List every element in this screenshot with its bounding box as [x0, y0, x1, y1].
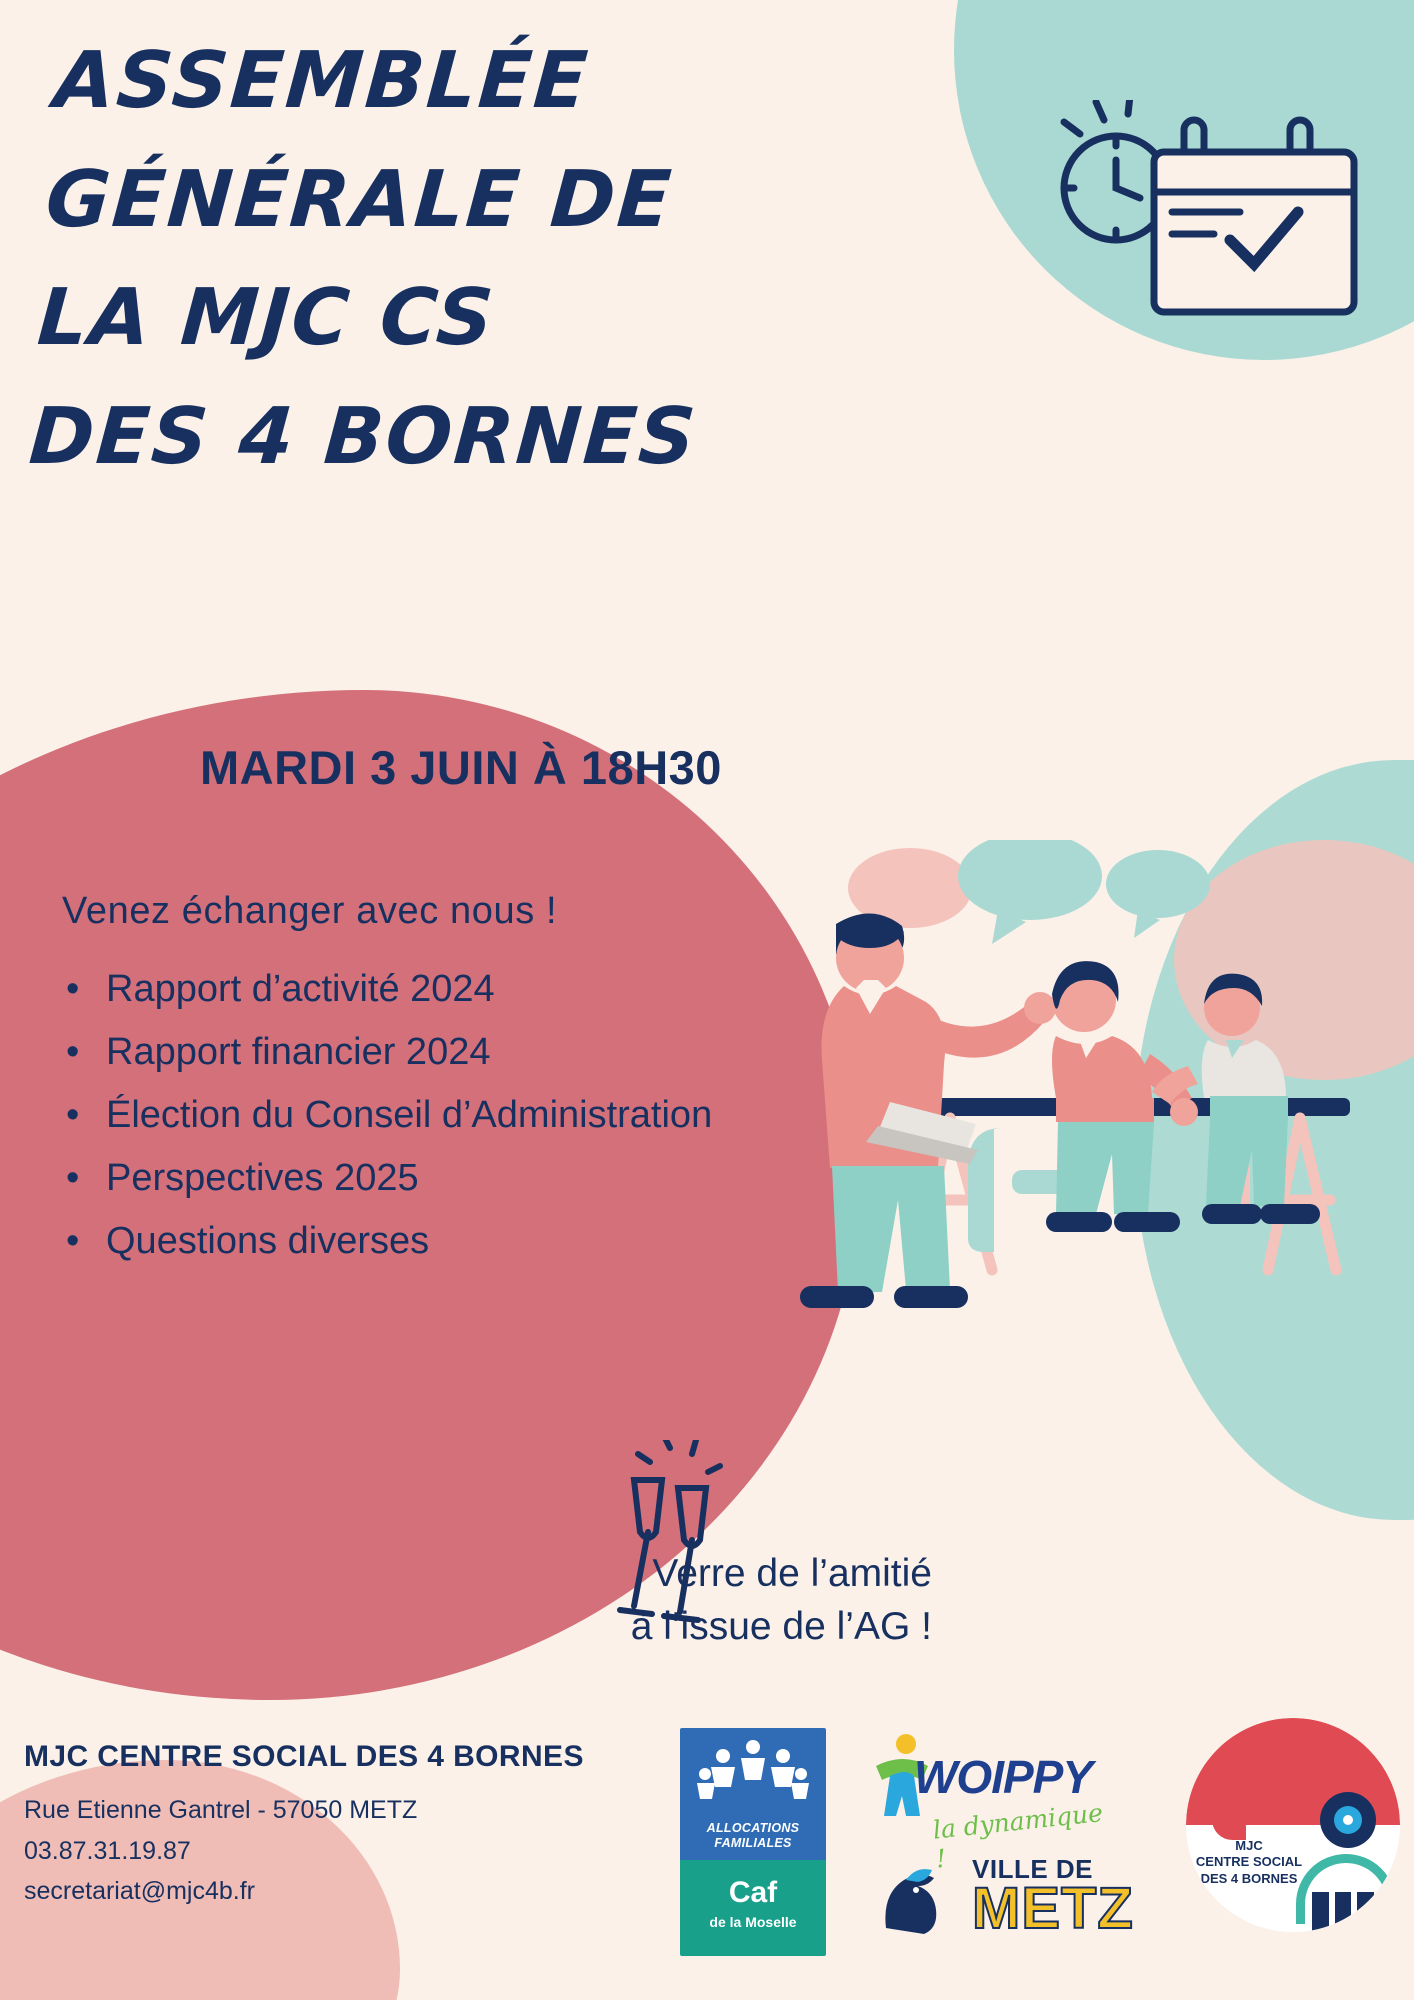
- drink-line-2: à l’issue de l’AG !: [630, 1604, 932, 1648]
- mjc-text-block: [1194, 1838, 1304, 1887]
- list-item: • Perspectives 2025: [96, 1149, 716, 1208]
- event-date: MARDI 3 JUIN À 18H30: [200, 741, 722, 794]
- mjc-logo: [1186, 1718, 1400, 1932]
- footer-contact: [24, 1740, 584, 1912]
- title-line-3: LA MJC CS: [34, 273, 498, 364]
- mjc-bars-icon: [1312, 1892, 1374, 1932]
- friendship-drink-text: [462, 1548, 932, 1653]
- mjc-line-3: DES 4 BORNES: [1200, 1870, 1298, 1886]
- metz-logo: [876, 1850, 1136, 1960]
- woippy-name: WOIPPY: [914, 1751, 1093, 1803]
- agenda-list: [96, 960, 716, 1274]
- page-title: [25, 22, 938, 496]
- caf-line-2: FAMILIALES: [714, 1836, 792, 1851]
- metz-line-2: METZ: [972, 1876, 1134, 1941]
- intro-text: Venez échanger avec nous !: [62, 890, 558, 932]
- mjc-eye-icon: [1320, 1792, 1376, 1848]
- mjc-line-1: MJC: [1235, 1838, 1263, 1853]
- list-item: • Élection du Conseil d’Administration: [96, 1086, 716, 1145]
- caf-name: Caf: [728, 1876, 778, 1909]
- list-item: • Questions diverses: [96, 1212, 716, 1271]
- email-line: secretariat@mjc4b.fr: [24, 1877, 255, 1905]
- phone-line: 03.87.31.19.87: [24, 1836, 191, 1865]
- drink-line-1: Verre de l’amitié: [652, 1552, 932, 1595]
- meeting-illustration: [740, 840, 1360, 1400]
- organization-name: MJC CENTRE SOCIAL DES 4 BORNES: [24, 1740, 584, 1773]
- title-line-2: GÉNÉRALE DE: [43, 154, 676, 245]
- address-line: Rue Etienne Gantrel - 57050 METZ: [24, 1796, 418, 1824]
- caf-sub: de la Moselle: [709, 1914, 797, 1930]
- caf-logo: [680, 1728, 826, 1956]
- title-line-1: ASSEMBLÉE: [51, 36, 593, 126]
- list-item: • Rapport financier 2024: [96, 1023, 716, 1082]
- metz-line-1: VILLE DE: [972, 1854, 1094, 1884]
- list-item: • Rapport d’activité 2024: [96, 960, 716, 1019]
- calendar-clock-icon: [1044, 100, 1374, 360]
- woippy-tagline: la dynamique !: [931, 1798, 1105, 1874]
- caf-line-1: ALLOCATIONS: [706, 1820, 800, 1835]
- caf-figures-icon: [680, 1738, 826, 1803]
- title-line-4: DES 4 BORNES: [26, 391, 701, 482]
- partner-logos: [680, 1718, 1400, 1988]
- metz-dragon-icon: [876, 1850, 962, 1942]
- mjc-line-2: CENTRE SOCIAL: [1195, 1854, 1303, 1870]
